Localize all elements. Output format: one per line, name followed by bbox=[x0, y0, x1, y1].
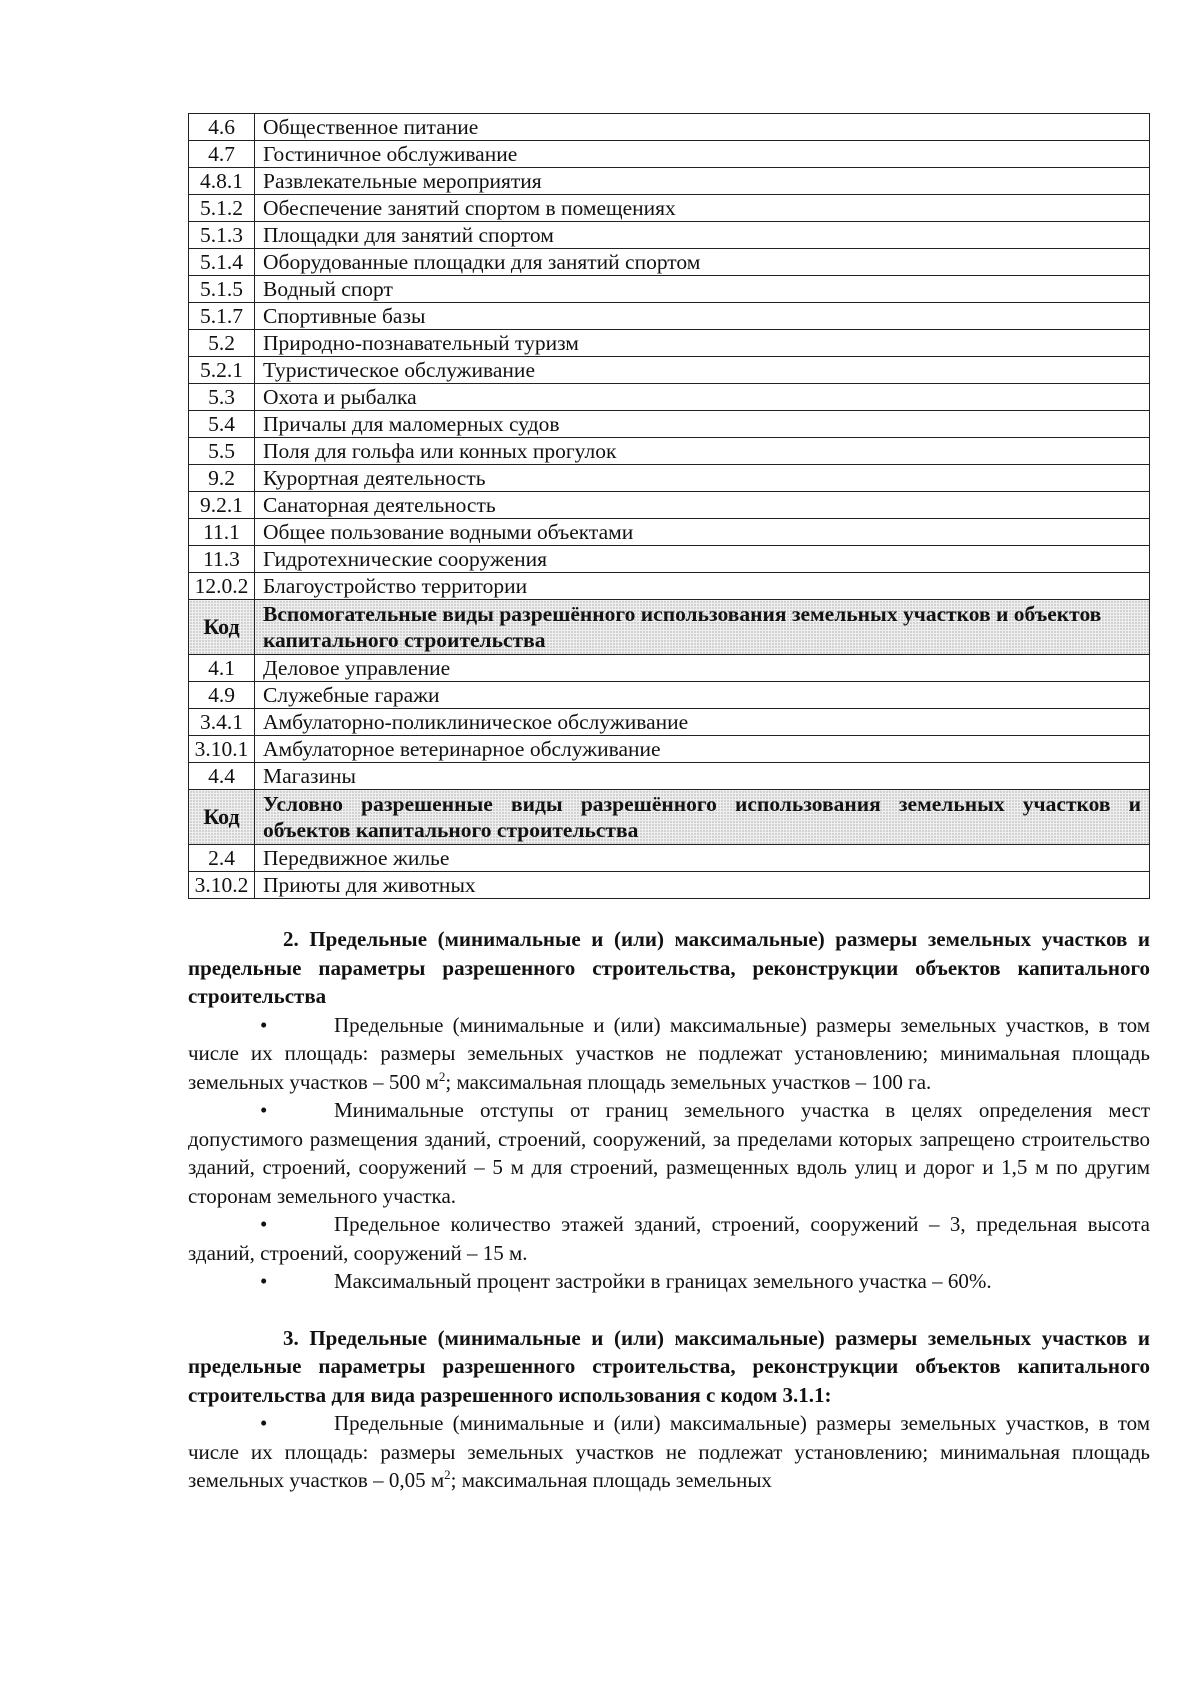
bullet-icon: • bbox=[260, 1212, 268, 1236]
table-row bbox=[189, 222, 1150, 249]
use-name-cell: Поля для гольфа или конных прогулок bbox=[255, 438, 1150, 465]
use-name-cell: Амбулаторно-поликлиническое обслуживание bbox=[255, 709, 1150, 736]
table-row bbox=[189, 276, 1150, 303]
section-2-bullet-4: • Максимальный процент застройки в границах земельного участка – 60%. bbox=[188, 1267, 1150, 1296]
table-row bbox=[189, 845, 1150, 872]
use-code-cell: 11.3 bbox=[189, 546, 255, 573]
use-code-cell: 9.2.1 bbox=[189, 492, 255, 519]
use-name-cell: Причалы для маломерных судов bbox=[255, 411, 1150, 438]
section-2 bbox=[188, 925, 1150, 1296]
use-code-cell: 11.1 bbox=[189, 519, 255, 546]
use-code-cell: 9.2 bbox=[189, 465, 255, 492]
table-row bbox=[189, 384, 1150, 411]
table-row bbox=[189, 195, 1150, 222]
use-code-cell: 5.1.2 bbox=[189, 195, 255, 222]
table-section-header bbox=[189, 790, 1150, 845]
use-code-cell: 5.4 bbox=[189, 411, 255, 438]
header-title: Условно разрешенные виды разрешённого использования земельных участков и объектов капитального строительства bbox=[255, 790, 1150, 845]
use-code-cell: 5.3 bbox=[189, 384, 255, 411]
use-name-cell: Водный спорт bbox=[255, 276, 1150, 303]
bullet-icon: • bbox=[260, 1269, 268, 1293]
document-page bbox=[188, 113, 1150, 1495]
table-row bbox=[189, 872, 1150, 899]
table-row bbox=[189, 330, 1150, 357]
section-2-bullet-3: • Предельное количество этажей зданий, строений, сооружений – 3, предельная высота зданий, строений, сооружений – 15 м. bbox=[188, 1212, 1150, 1265]
use-code-cell: 3.4.1 bbox=[189, 709, 255, 736]
table-row bbox=[189, 168, 1150, 195]
use-name-cell: Природно-познавательный туризм bbox=[255, 330, 1150, 357]
bullet-icon: • bbox=[260, 1012, 268, 1037]
use-name-cell: Обеспечение занятий спортом в помещениях bbox=[255, 195, 1150, 222]
table-row bbox=[189, 303, 1150, 330]
use-code-cell: 5.1.5 bbox=[189, 276, 255, 303]
use-code-cell: 12.0.2 bbox=[189, 573, 255, 600]
table-row bbox=[189, 682, 1150, 709]
use-name-cell: Туристическое обслуживание bbox=[255, 357, 1150, 384]
use-name-cell: Санаторная деятельность bbox=[255, 492, 1150, 519]
use-code-cell: 5.1.3 bbox=[189, 222, 255, 249]
use-code-cell: 5.5 bbox=[189, 438, 255, 465]
use-name-cell: Амбулаторное ветеринарное обслуживание bbox=[255, 736, 1150, 763]
table-row bbox=[189, 249, 1150, 276]
header-title: Вспомогательные виды разрешённого использования земельных участков и объектов капитального строительства bbox=[255, 600, 1150, 655]
use-code-cell: 4.4 bbox=[189, 763, 255, 790]
use-name-cell: Магазины bbox=[255, 763, 1150, 790]
use-name-cell: Приюты для животных bbox=[255, 872, 1150, 899]
bullet-icon: • bbox=[260, 1098, 268, 1122]
use-name-cell: Служебные гаражи bbox=[255, 682, 1150, 709]
section-3-bullet-1: • Предельные (минимальные и (или) максимальные) размеры земельных участков, в том числе их площадь: размеры земельных участков не подлежат установлению; минимальная площадь земельных участков – 0,05 $м^2$; максимальная площадь земельных bbox=[188, 1411, 1150, 1492]
table-row bbox=[189, 465, 1150, 492]
use-code-cell: 3.10.1 bbox=[189, 736, 255, 763]
use-name-cell: Гидротехнические сооружения bbox=[255, 546, 1150, 573]
table-row bbox=[189, 141, 1150, 168]
section-3-heading: 3. Предельные (минимальные и (или) максимальные) размеры земельных участков и предельные параметры разрешенного строительства, реконструкции объектов капитального строительства для вида разрешенного использования с кодом 3.1.1: bbox=[188, 1325, 1150, 1407]
use-name-cell: Благоустройство территории bbox=[255, 573, 1150, 600]
land-use-table bbox=[188, 113, 1150, 899]
section-2-bullet-2: • Минимальные отступы от границ земельного участка в целях определения мест допустимого размещения зданий, строений, сооружений, за пределами которых запрещено строительство зданий, строений, сооружений – 5 м для строений, размещенных вдоль улиц и дорог и 1,5 м по другим сторонам земельного участка. bbox=[188, 1098, 1150, 1208]
use-code-cell: 3.10.2 bbox=[189, 872, 255, 899]
table-row bbox=[189, 546, 1150, 573]
use-code-cell: 5.2 bbox=[189, 330, 255, 357]
section-2-heading: 2. Предельные (минимальные и (или) максимальные) размеры земельных участков и предельные параметры разрешенного строительства, реконструкции объектов капитального строительства bbox=[188, 927, 1150, 1008]
use-name-cell: Охота и рыбалка bbox=[255, 384, 1150, 411]
section-2-bullet-1: • Предельные (минимальные и (или) максимальные) размеры земельных участков, в том числе их площадь: размеры земельных участков не подлежат установлению; минимальная площадь земельных участков – 500 $м^2$; максимальная площадь земельных участков – 100 га. bbox=[188, 1012, 1150, 1094]
header-code-label: Код bbox=[189, 600, 255, 655]
use-code-cell: 5.1.7 bbox=[189, 303, 255, 330]
use-name-cell: Площадки для занятий спортом bbox=[255, 222, 1150, 249]
header-code-label: Код bbox=[189, 790, 255, 845]
bullet-icon: • bbox=[260, 1411, 268, 1435]
table-row bbox=[189, 709, 1150, 736]
use-code-cell: 4.1 bbox=[189, 655, 255, 682]
use-name-cell: Курортная деятельность bbox=[255, 465, 1150, 492]
table-row bbox=[189, 736, 1150, 763]
table-row bbox=[189, 438, 1150, 465]
table-row bbox=[189, 655, 1150, 682]
use-code-cell: 4.7 bbox=[189, 141, 255, 168]
use-name-cell: Развлекательные мероприятия bbox=[255, 168, 1150, 195]
use-code-cell: 4.6 bbox=[189, 114, 255, 141]
table-row bbox=[189, 357, 1150, 384]
use-name-cell: Гостиничное обслуживание bbox=[255, 141, 1150, 168]
use-code-cell: 2.4 bbox=[189, 845, 255, 872]
table-row bbox=[189, 114, 1150, 141]
table-row bbox=[189, 492, 1150, 519]
use-name-cell: Общественное питание bbox=[255, 114, 1150, 141]
table-row bbox=[189, 573, 1150, 600]
use-name-cell: Оборудованные площадки для занятий спортом bbox=[255, 249, 1150, 276]
use-code-cell: 4.8.1 bbox=[189, 168, 255, 195]
use-code-cell: 5.1.4 bbox=[189, 249, 255, 276]
use-name-cell: Передвижное жилье bbox=[255, 845, 1150, 872]
use-name-cell: Спортивные базы bbox=[255, 303, 1150, 330]
table-row bbox=[189, 519, 1150, 546]
section-3 bbox=[188, 1324, 1150, 1495]
use-name-cell: Общее пользование водными объектами bbox=[255, 519, 1150, 546]
use-code-cell: 4.9 bbox=[189, 682, 255, 709]
use-name-cell: Деловое управление bbox=[255, 655, 1150, 682]
table-section-header bbox=[189, 600, 1150, 655]
table-row bbox=[189, 411, 1150, 438]
use-code-cell: 5.2.1 bbox=[189, 357, 255, 384]
table-row bbox=[189, 763, 1150, 790]
